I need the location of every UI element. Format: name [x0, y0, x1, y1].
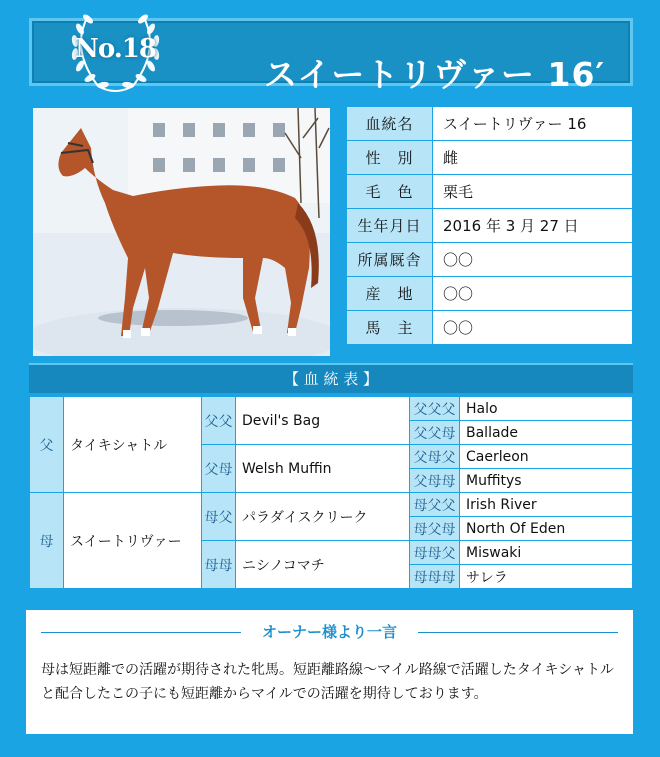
profile-value: 雌: [433, 141, 633, 175]
message-line: と配合したこの子にも短距離からマイルでの活躍を期待しております。: [41, 686, 488, 702]
profile-table: [346, 106, 633, 345]
divider-right: [418, 632, 618, 633]
dam-name: スイートリヴァー: [64, 493, 202, 589]
number-badge: [58, 4, 173, 102]
ffm-name: Ballade: [460, 421, 633, 445]
profile-row: [347, 277, 633, 311]
mfm-label: 母父母: [410, 517, 460, 541]
mf-label: 母父: [202, 493, 236, 541]
profile-value: 栗毛: [433, 175, 633, 209]
mff-label: 母父父: [410, 493, 460, 517]
fm-name: Welsh Muffin: [236, 445, 410, 493]
ff-label: 父父: [202, 397, 236, 445]
mf-name: パラダイスクリーク: [236, 493, 410, 541]
profile-value: スイートリヴァー 16: [433, 107, 633, 141]
mff-name: Irish River: [460, 493, 633, 517]
fff-label: 父父父: [410, 397, 460, 421]
pedigree-heading: 【 血 統 表 】: [29, 363, 633, 393]
owner-message: [26, 610, 633, 734]
profile-row: [347, 107, 633, 141]
horse-photo: [33, 108, 330, 356]
message-title: オーナー様より一言: [261, 623, 397, 641]
profile-row: [347, 141, 633, 175]
profile-key: 馬 主: [347, 311, 433, 345]
horse-title: スイートリヴァー 16′: [264, 55, 606, 94]
mmf-label: 母母父: [410, 541, 460, 565]
mfm-name: North Of Eden: [460, 517, 633, 541]
profile-row: [347, 175, 633, 209]
fm-label: 父母: [202, 445, 236, 493]
ffm-label: 父父母: [410, 421, 460, 445]
profile-key: 生年月日: [347, 209, 433, 243]
mm-name: ニシノコマチ: [236, 541, 410, 589]
message-line: 母は短距離での活躍が期待された牝馬。短距離路線～マイル路線で活躍したタイキシャトル: [41, 662, 615, 678]
fmm-label: 父母母: [410, 469, 460, 493]
mm-label: 母母: [202, 541, 236, 589]
badge-number: No.18: [75, 34, 156, 64]
profile-key: 毛 色: [347, 175, 433, 209]
profile-key: 産 地: [347, 277, 433, 311]
fff-name: Halo: [460, 397, 633, 421]
dam-label: 母: [30, 493, 64, 589]
fmf-label: 父母父: [410, 445, 460, 469]
profile-value: 〇〇: [433, 243, 633, 277]
profile-key: 性 別: [347, 141, 433, 175]
profile-row: [347, 243, 633, 277]
profile-value: 〇〇: [433, 277, 633, 311]
profile-value: 〇〇: [433, 311, 633, 345]
mmm-name: サレラ: [460, 565, 633, 589]
message-body: [41, 658, 631, 706]
profile-key: 所属厩舎: [347, 243, 433, 277]
pedigree-table: [29, 396, 633, 589]
fmf-name: Caerleon: [460, 445, 633, 469]
profile-key: 血統名: [347, 107, 433, 141]
sire-label: 父: [30, 397, 64, 493]
profile-value: 2016 年 3 月 27 日: [433, 209, 633, 243]
profile-row: [347, 209, 633, 243]
sire-name: タイキシャトル: [64, 397, 202, 493]
fmm-name: Muffitys: [460, 469, 633, 493]
mmm-label: 母母母: [410, 565, 460, 589]
mmf-name: Miswaki: [460, 541, 633, 565]
ff-name: Devil's Bag: [236, 397, 410, 445]
profile-row: [347, 311, 633, 345]
